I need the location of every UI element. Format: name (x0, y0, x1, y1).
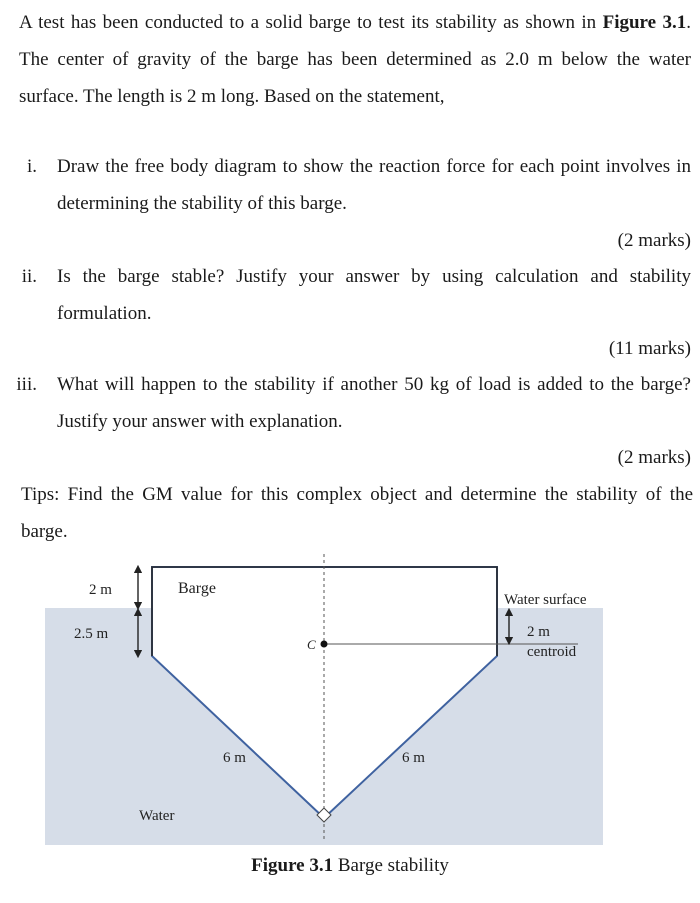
label-6m-right: 6 m (402, 750, 425, 766)
intro-text-2: . The center of gravity of the barge has been determined as 2.0 m below the water surface. The length is 2 m long. Based on the statement, (19, 12, 691, 107)
figure-reference: Figure 3.1 (602, 12, 687, 33)
label-2m-right: 2 m (527, 624, 550, 640)
caption-figure-number: Figure 3.1 (251, 855, 334, 876)
label-6m-left: 6 m (223, 750, 246, 766)
label-water-surface: Water surface (504, 592, 587, 608)
intro-text-1: A test has been conducted to a solid barge to test its stability as shown in (19, 12, 603, 33)
question-3-marks: (2 marks) (617, 447, 691, 468)
question-3-text: What will happen to the stability if another 50 kg of load is added to the barge? Justify your answer with explanation. (57, 374, 691, 432)
question-2-number: ii. (21, 266, 37, 287)
label-water: Water (139, 808, 175, 824)
label-barge: Barge (178, 580, 216, 597)
caption-title: Barge stability (333, 855, 449, 876)
label-2-5m: 2.5 m (74, 626, 109, 642)
intro-paragraph (19, 4, 691, 115)
label-centroid: centroid (527, 644, 577, 660)
tips-paragraph: Tips: Find the GM value for this complex object and determine the stability of the barge. (21, 484, 693, 542)
question-1-marks: (2 marks) (617, 230, 691, 251)
label-c: C (307, 637, 316, 652)
figure-caption (0, 855, 700, 877)
question-2-text: Is the barge stable? Justify your answer by using calculation and stability formulation. (57, 266, 691, 324)
question-2-marks: (11 marks) (608, 338, 691, 359)
centroid-point (321, 641, 328, 648)
label-2m-left: 2 m (89, 582, 112, 598)
barge-figure (0, 550, 700, 850)
question-1-text: Draw the free body diagram to show the reaction force for each point involves in determining the stability of this barge. (57, 156, 691, 214)
question-3-number: iii. (16, 374, 37, 395)
question-1-number: i. (26, 156, 37, 177)
